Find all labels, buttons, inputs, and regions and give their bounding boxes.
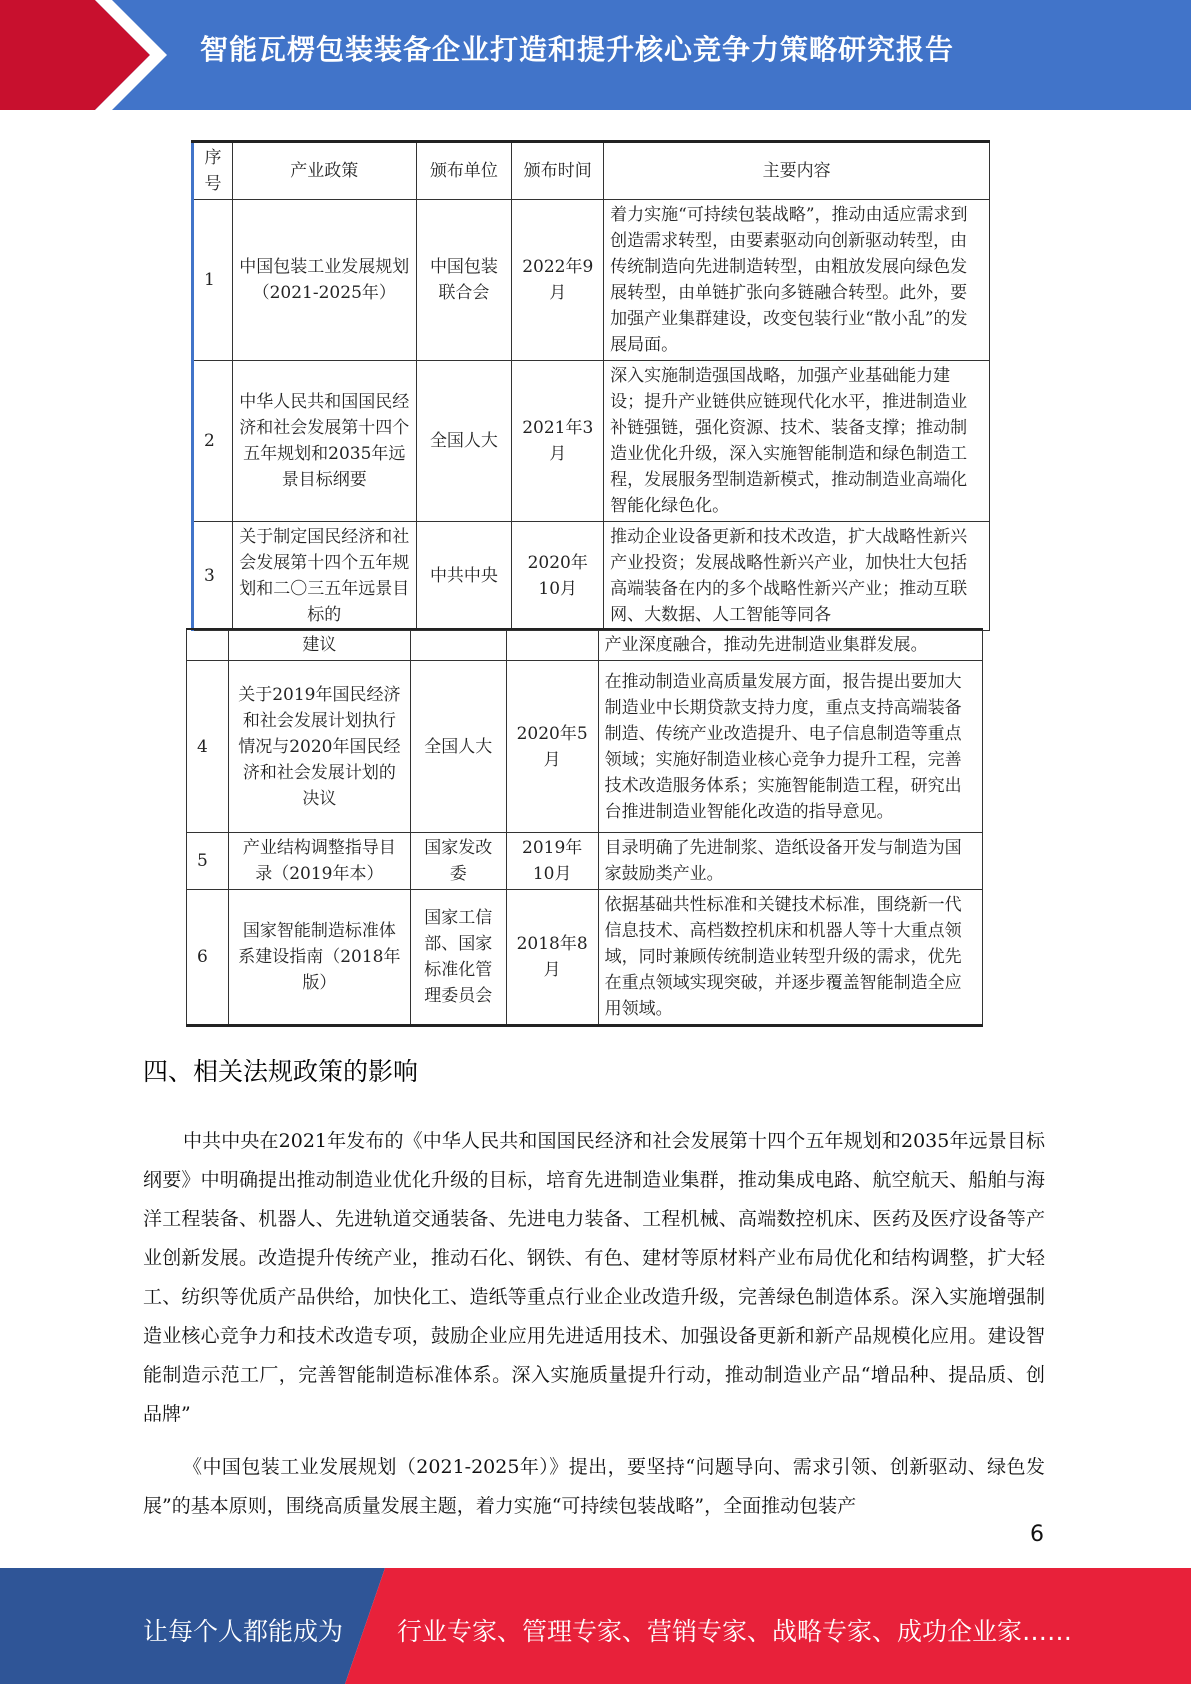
footer-banner	[0, 1568, 1191, 1684]
row-index: 2	[193, 361, 233, 522]
row-content: 着力实施“可持续包装战略”，推动由适应需求到创造需求转型，由要素驱动向创新驱动转型，由传统制造向先进制造转型，由粗放发展向绿色发展转型，由单链扩张向多链融合转型。此外，要加强产业集群建设，改变包装行业“散小乱”的发展局面。	[604, 200, 990, 361]
row-content: 目录明确了先进制浆、造纸设备开发与制造为国家鼓励类产业。	[598, 833, 982, 890]
body-paragraph: 《中国包装工业发展规划（2021-2025年）》提出，要坚持“问题导向、需求引领、创新驱动、绿色发展”的基本原则，围绕高质量发展主题，着力实施“可持续包装战略”，全面推动包装产	[143, 1456, 1045, 1517]
row-issuer	[410, 629, 506, 661]
row-issuer: 国家工信部、国家标准化管理委员会	[410, 890, 506, 1026]
col-header-issuer: 颁布单位	[416, 142, 512, 200]
row-index	[187, 629, 229, 661]
row-issuer: 国家发改委	[410, 833, 506, 890]
policy-table-part1	[191, 140, 990, 631]
page-number: 6	[1030, 1522, 1044, 1547]
row-date: 2019年10月	[506, 833, 598, 890]
col-header-content: 主要内容	[604, 142, 990, 200]
row-content: 深入实施制造强国战略，加强产业基础能力建设；提升产业链供应链现代化水平，推进制造业补链强链，强化资源、技术、装备支撑；推动制造业优化升级，深入实施智能制造和绿色制造工程，发展服务型制造新模式，推动制造业高端化智能化绿色化。	[604, 361, 990, 522]
row-content: 依据基础共性标准和关键技术标准，围绕新一代信息技术、高档数控机床和机器人等十大重点领域，同时兼顾传统制造业转型升级的需求，优先在重点领域实现突破，并逐步覆盖智能制造全应用领域。	[598, 890, 982, 1026]
section-heading: 四、相关法规政策的影响	[143, 1057, 419, 1086]
table-row	[187, 629, 983, 661]
table-row	[193, 522, 990, 631]
table-row	[187, 661, 983, 833]
col-header-index: 序号	[193, 142, 233, 200]
row-issuer: 全国人大	[410, 661, 506, 833]
body-paragraph: 中共中央在2021年发布的《中华人民共和国国民经济和社会发展第十四个五年规划和2035年远景目标纲要》中明确提出推动制造业优化升级的目标，培育先进制造业集群，推动集成电路、航空航天、船舶与海洋工程装备、机器人、先进轨道交通装备、先进电力装备、工程机械、高端数控机床、医药及医疗设备等产业创新发展。改造提升传统产业，推动石化、钢铁、有色、建材等原材料产业布局优化和结构调整，扩大轻工、纺织等优质产品供给，加快化工、造纸等重点行业企业改造升级，完善绿色制造体系。深入实施增强制造业核心竞争力和技术改造专项，鼓励企业应用先进适用技术、加强设备更新和新产品规模化应用。建设智能制造示范工厂，完善智能制造标准体系。深入实施质量提升行动，推动制造业产品“增品种、提品质、创品牌”	[143, 1130, 1045, 1425]
row-date: 2021年3月	[512, 361, 604, 522]
table-header-row	[193, 142, 990, 200]
col-header-date: 颁布时间	[512, 142, 604, 200]
header-banner	[0, 0, 1191, 110]
row-policy: 中华人民共和国国民经济和社会发展第十四个五年规划和2035年远景目标纲要	[232, 361, 416, 522]
row-index: 4	[187, 661, 229, 833]
row-index: 6	[187, 890, 229, 1026]
report-title: 智能瓦楞包装装备企业打造和提升核心竞争力策略研究报告	[200, 33, 955, 66]
row-index: 5	[187, 833, 229, 890]
row-policy: 产业结构调整指导目录（2019年本）	[228, 833, 410, 890]
row-date: 2020年5月	[506, 661, 598, 833]
row-policy: 国家智能制造标准体系建设指南（2018年版）	[228, 890, 410, 1026]
table-row	[193, 361, 990, 522]
row-content: 推动企业设备更新和技术改造，扩大战略性新兴产业投资；发展战略性新兴产业，加快壮大包括高端装备在内的多个战略性新兴产业；推动互联网、大数据、人工智能等同各	[604, 522, 990, 631]
row-policy: 关于制定国民经济和社会发展第十四个五年规划和二〇三五年远景目标的	[232, 522, 416, 631]
table-row	[187, 833, 983, 890]
row-date: 2022年9月	[512, 200, 604, 361]
row-policy: 关于2019年国民经济和社会发展计划执行情况与2020年国民经济和社会发展计划的决议	[228, 661, 410, 833]
row-index: 3	[193, 522, 233, 631]
table-row	[193, 200, 990, 361]
row-policy: 中国包装工业发展规划（2021-2025年）	[232, 200, 416, 361]
row-issuer: 全国人大	[416, 361, 512, 522]
policy-table-part2	[186, 628, 983, 1027]
footer-slogan-right: 行业专家、管理专家、营销专家、战略专家、成功企业家……	[397, 1617, 1073, 1646]
row-policy: 建议	[228, 629, 410, 661]
row-date: 2020年10月	[512, 522, 604, 631]
row-content: 在推动制造业高质量发展方面，报告提出要加大制造业中长期贷款支持力度，重点支持高端装备制造、传统产业改造提升、电子信息制造等重点领域；实施好制造业核心竞争力提升工程，完善技术改造服务体系；实施智能制造工程，研究出台推进制造业智能化改造的指导意见。	[598, 661, 982, 833]
footer-slogan-left: 让每个人都能成为	[143, 1617, 344, 1646]
row-issuer: 中国包装联合会	[416, 200, 512, 361]
table-row	[187, 890, 983, 1026]
row-date: 2018年8月	[506, 890, 598, 1026]
row-date	[506, 629, 598, 661]
col-header-policy: 产业政策	[232, 142, 416, 200]
row-content: 产业深度融合，推动先进制造业集群发展。	[598, 629, 982, 661]
row-issuer: 中共中央	[416, 522, 512, 631]
row-index: 1	[193, 200, 233, 361]
